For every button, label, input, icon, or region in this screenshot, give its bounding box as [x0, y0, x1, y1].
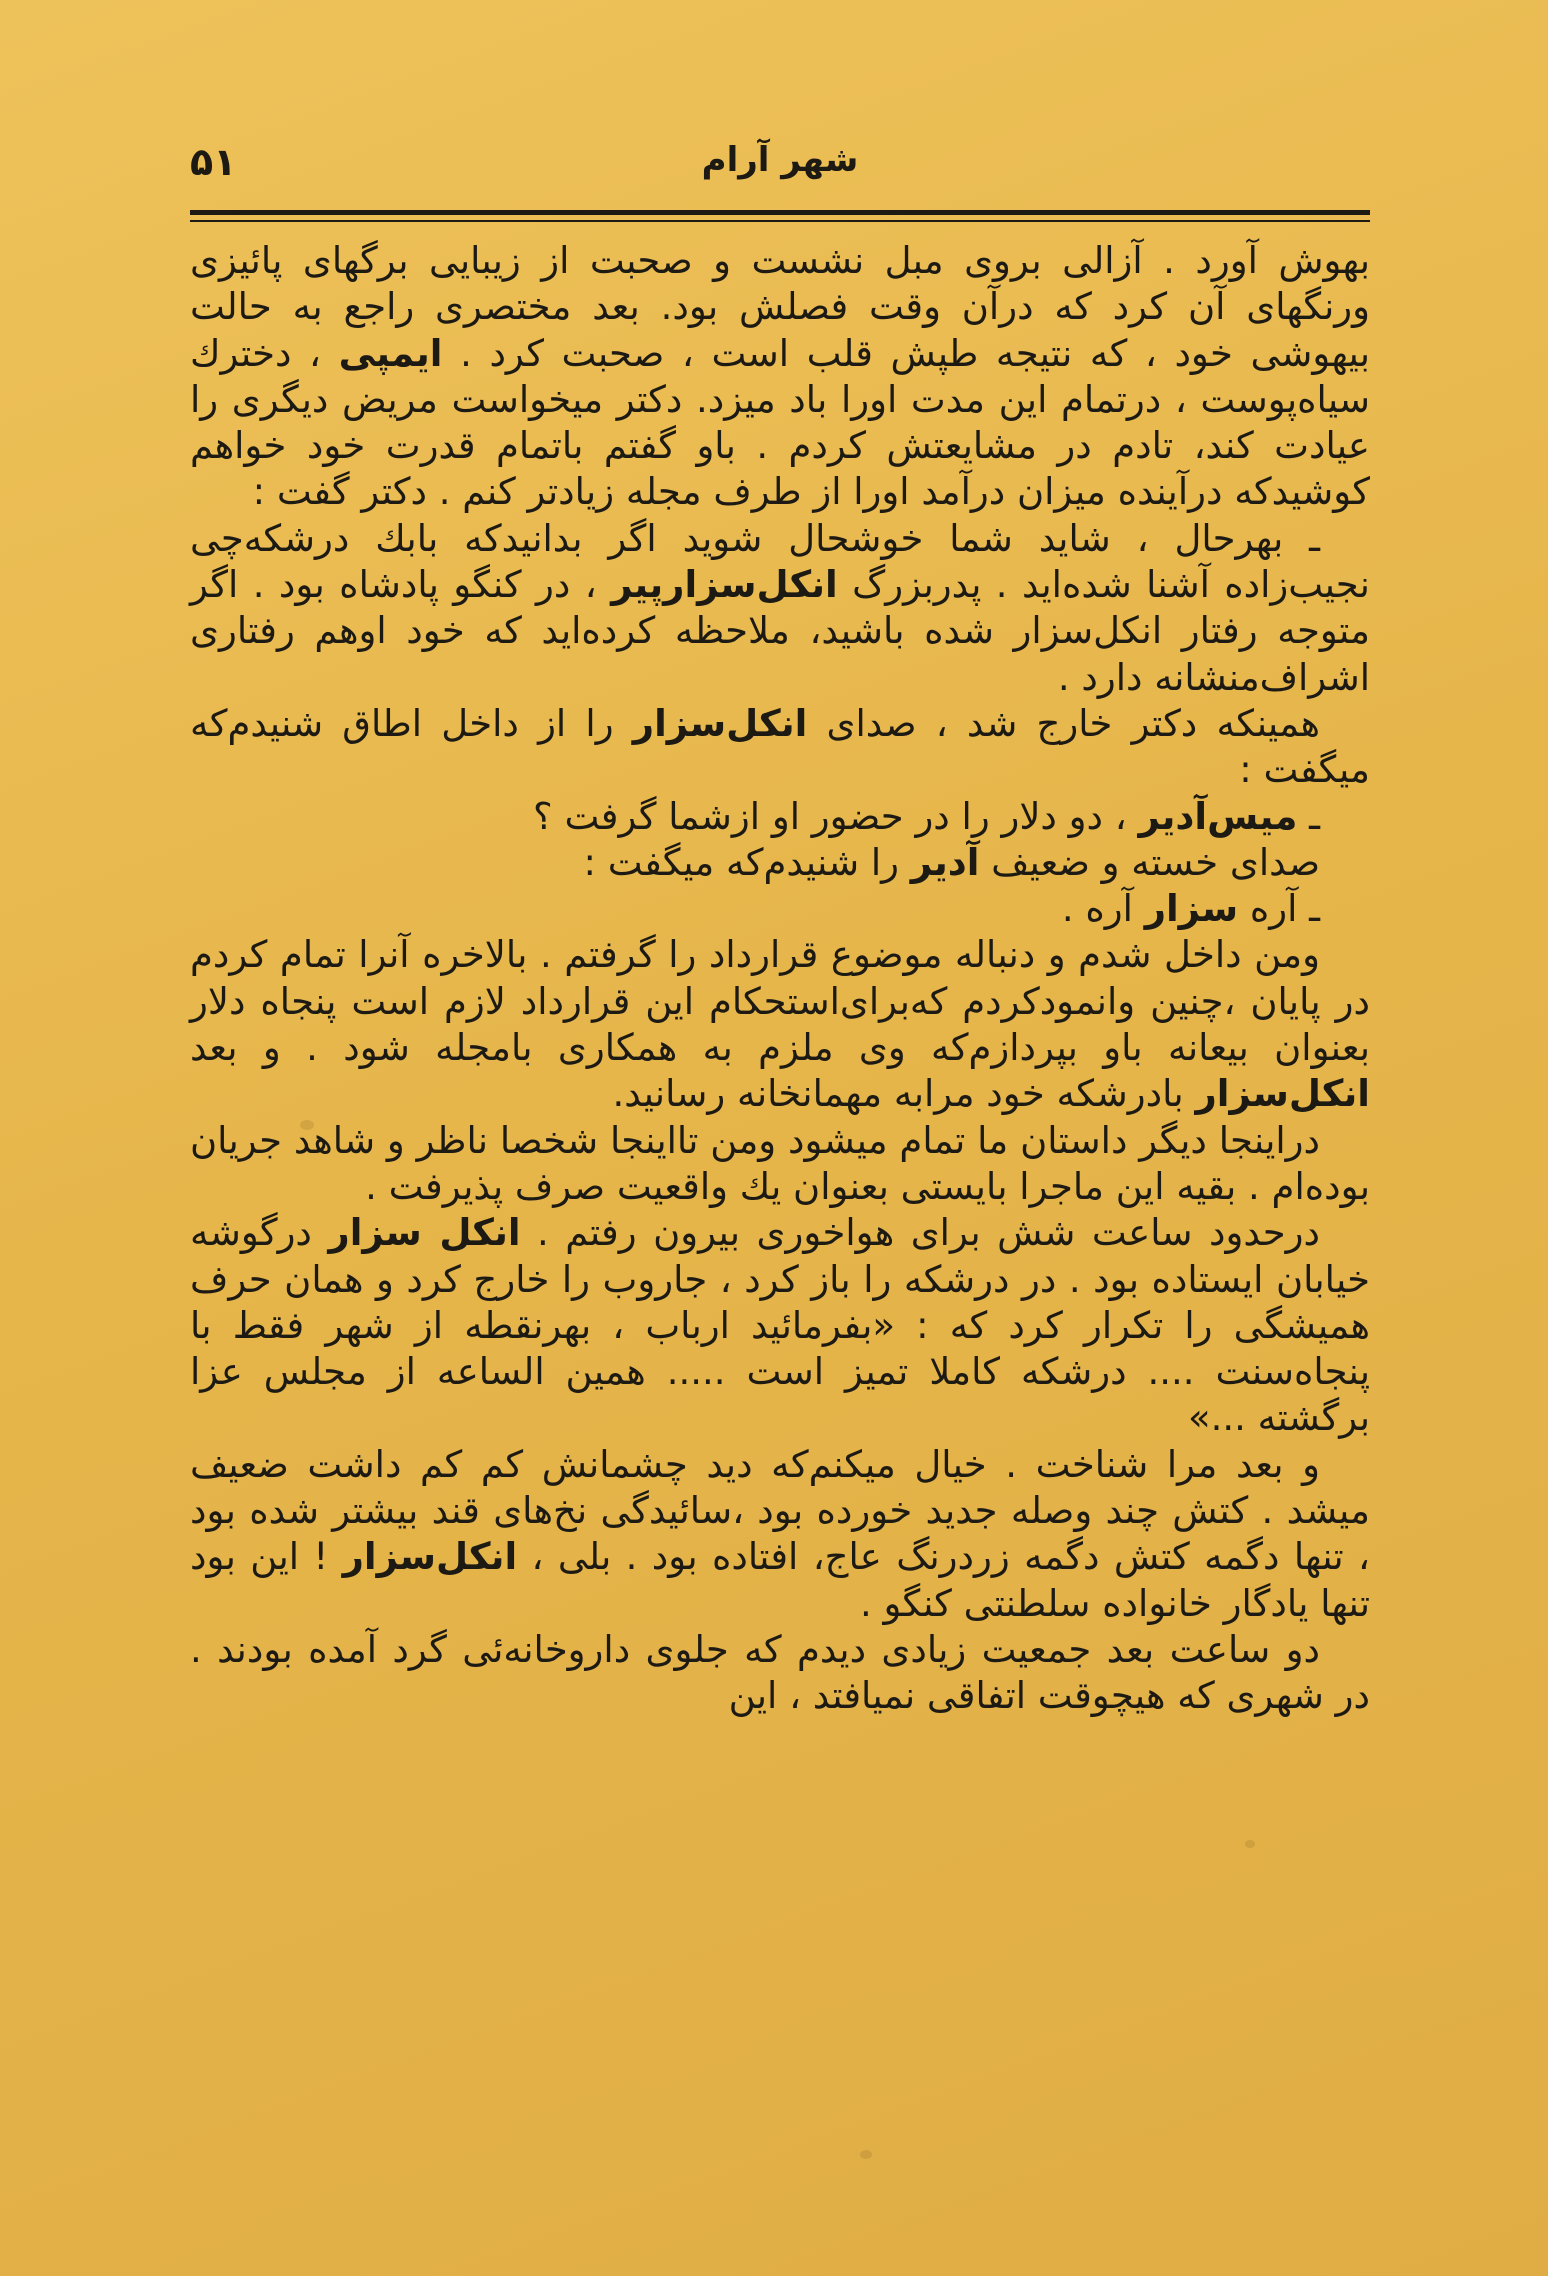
- text-run: دو ساعت بعد جمعیت زیادی دیدم که جلوی داروخانه‌ئی گرد آمده بودند . در شهری که هیچوقت اتفاقی نمیافتد ، این: [190, 1627, 1370, 1718]
- paragraph: [190, 840, 1370, 886]
- text-run: ومن داخل شدم و دنباله موضوع قرارداد را گرفتم . بالاخره آنرا تمام کردم در پایان ،چنین وانمودکردم که‌برای‌استحکام این قرارداد لازم است پنجاه دلار بعنوان بیعانه باو بپردازم‌که وی ملزم به همکاری بامجله شود . و بعد: [190, 933, 1370, 1070]
- text-run: بهوش آورد . آزالی بروی مبل نشست و صحبت از زیبایی برگهای پائیزی ورنگهای آن کرد که درآن وقت فصلش بود. بعد مختصری راجع به حالت بیهوشی خود ، که نتیجه طپش قلب است ، صحبت کرد .: [190, 239, 1370, 375]
- name-emphasis: انکل‌سزارپیر: [611, 563, 838, 607]
- name-emphasis: میس‌آدیر: [1138, 794, 1298, 838]
- body-text: [190, 238, 1370, 1720]
- page-number: ۵۱: [190, 140, 237, 184]
- paper-speck: [860, 2150, 872, 2159]
- text-run: بادرشکه خود مرابه مهمانخانه رسانید.: [612, 1072, 1196, 1116]
- text-run: ـ بهرحال ، شاید شما خوشحال شوید اگر بدانیدکه بابك درشکه‌چی نجیب‌زاده آشنا شده‌اید . پدربزرگ: [190, 516, 1370, 607]
- paragraph: [190, 1627, 1370, 1720]
- name-emphasis: ایمپی: [338, 331, 443, 375]
- paragraph: [190, 516, 1370, 701]
- paragraph: [190, 932, 1370, 1117]
- text-run: دراینجا دیگر داستان ما تمام میشود ومن تااینجا شخصا ناظر و شاهد جریان بوده‌ام . بقیه این ماجرا بایستی بعنوان یك واقعیت صرف پذیرفت .: [190, 1118, 1370, 1208]
- text-run: صدای خسته و ضعیف: [979, 840, 1320, 884]
- text-run: ! این بود تنها یادگار خانواده سلطنتی کنگو .: [190, 1535, 1370, 1625]
- page-header: [190, 140, 1370, 200]
- paragraph: [190, 701, 1370, 794]
- name-emphasis: سزار: [1144, 887, 1239, 931]
- paragraph: [190, 1442, 1370, 1627]
- paragraph: [190, 886, 1370, 932]
- paragraph: [190, 238, 1370, 516]
- name-emphasis: انکل‌سزار: [342, 1535, 518, 1579]
- text-run: و بعد مرا شناخت . خیال میکنم‌که دید چشمانش کم کم داشت ضعیف میشد . کتش چند وصله جدید خورده بود ،سائیدگی نخ‌های قند بیشتر شده بود ، تنها دگمه کتش دگمه زردرنگ عاج، افتاده بود . بلی ،: [190, 1442, 1370, 1579]
- text-run: را شنیدم‌که میگفت :: [583, 840, 911, 884]
- text-run: ، دخترك سیاه‌پوست ، درتمام این مدت اورا باد میزد. دکتر میخواست مریض دیگری را عیادت کند، تادم در مشایعتش کردم . باو گفتم باتمام قدرت خود خواهم کوشیدکه درآینده میزان درآمد اورا از طرف مجله زیادتر کنم . دکتر گفت :: [190, 331, 1370, 514]
- name-emphasis: انکل سزار: [328, 1211, 521, 1255]
- text-run: درگوشه خیابان ایستاده بود . در درشکه را باز کرد ، جاروب را خارج کرد و همان حرف همیشگی را تکرار کرد که : «بفرمائید ارباب ، بهرنقطه از شهر فقط با پنجاه‌سنت .... درشکه کاملا تمیز است ..... همین الساعه از مجلس عزا برگشته ...»: [190, 1211, 1370, 1440]
- text-run: را از داخل اطاق شنیدم‌که میگفت :: [190, 701, 1370, 792]
- name-emphasis: انکل‌سزار: [632, 701, 808, 745]
- name-emphasis: آدیر: [910, 840, 980, 884]
- text-run: درحدود ساعت شش برای هواخوری بیرون رفتم .: [520, 1211, 1320, 1255]
- paragraph: [190, 794, 1370, 840]
- text-run: ـ: [1297, 794, 1320, 838]
- header-rule-thin: [190, 220, 1370, 222]
- paragraph: [190, 1210, 1370, 1441]
- text-run: ، در کنگو پادشاه بود . اگر متوجه رفتار انکل‌سزار شده باشید، ملاحظه کرده‌اید که خود اوهم رفتاری اشراف‌منشانه دارد .: [190, 563, 1370, 699]
- header-rule-thick: [190, 210, 1370, 215]
- text-run: ـ آره: [1238, 887, 1320, 931]
- running-title: شهر آرام: [701, 140, 859, 180]
- text-run: آره .: [1061, 887, 1145, 931]
- text-run: همینکه دکتر خارج شد ، صدای: [807, 701, 1320, 745]
- paper-speck: [1245, 1840, 1255, 1848]
- text-run: ، دو دلار را در حضور او ازشما گرفت ؟: [533, 794, 1139, 838]
- name-emphasis: انکل‌سزار: [1195, 1072, 1370, 1116]
- paragraph: [190, 1118, 1370, 1211]
